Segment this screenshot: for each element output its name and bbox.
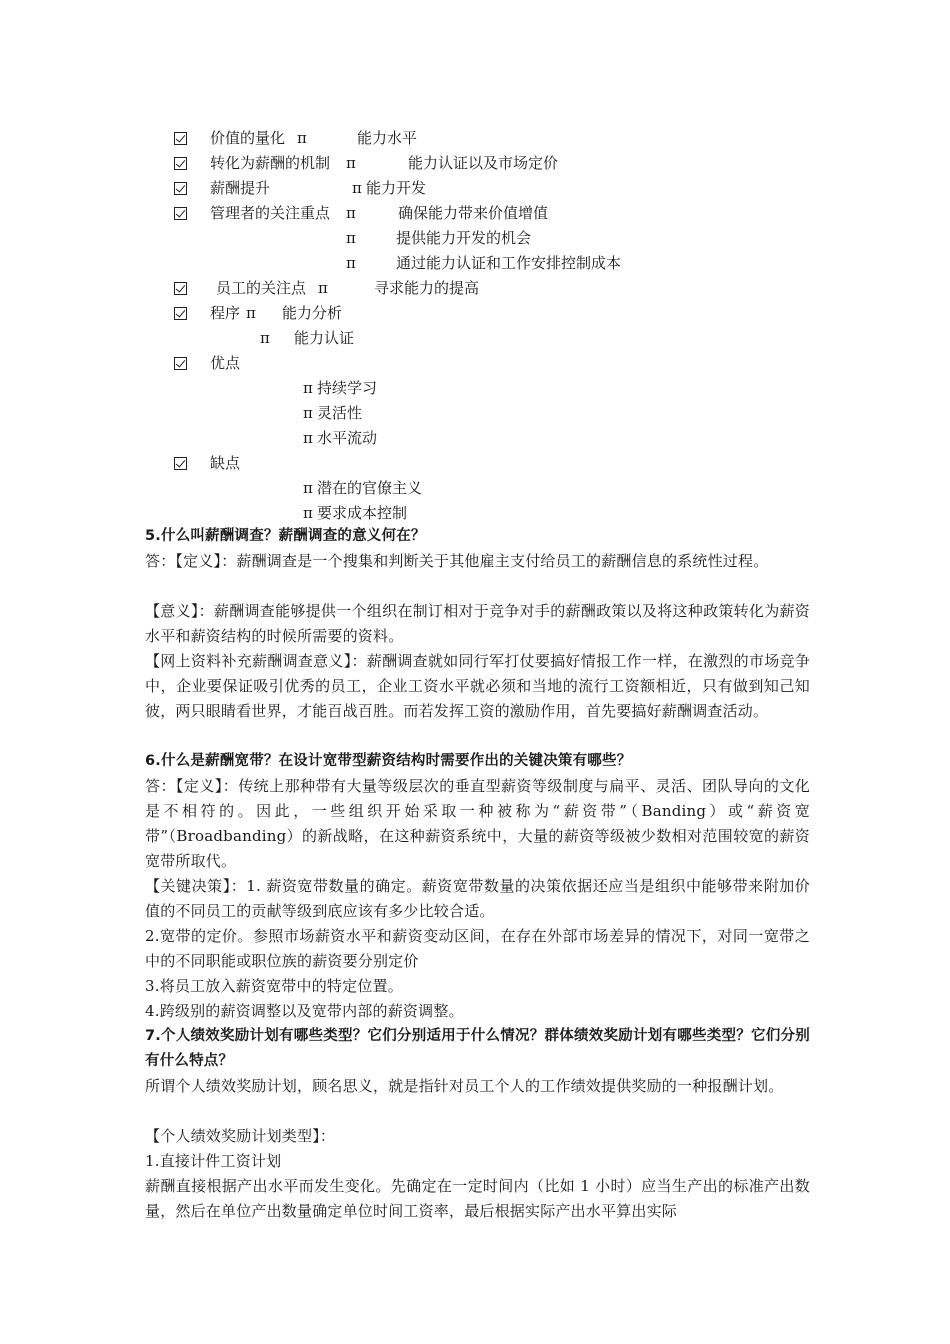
pi-bullet: π xyxy=(352,179,362,197)
question-7-heading: 7.个人绩效奖励计划有哪些类型？它们分别适用于什么情况？群体绩效奖励计划有哪些类型？它们分别有什么特点？ xyxy=(145,1028,810,1069)
row-value: 提供能力开发的机会 xyxy=(396,229,532,247)
q5-definition: 答：【定义】：薪酬调查是一个搜集和判断关于其他雇主支付给员工的薪酬信息的系统性过程。 xyxy=(145,552,769,570)
pi-bullet: π xyxy=(346,154,356,172)
row-value: 能力水平 xyxy=(357,129,418,147)
row-value: 灵活性 xyxy=(317,404,363,422)
checkbox-icon xyxy=(174,307,187,320)
pi-bullet: π xyxy=(346,229,356,247)
row-value: 持续学习 xyxy=(317,379,378,397)
q6-definition: 答：【定义】：传统上那种带有大量等级层次的垂直型薪资等级制度与扁平、灵活、团队导向的文化是不相符的。因此，一些组织开始采取一种被称为“薪资带”（Banding）或“薪资宽带”（Broadbanding）的新战略，在这种薪资系统中，大量的薪资等级被少数相对范围较宽的薪资宽带所取代。 xyxy=(145,777,810,870)
row-label: 员工的关注点 xyxy=(216,279,307,297)
pi-bullet: π xyxy=(297,129,307,147)
q7-type-1-body: 薪酬直接根据产出水平而发生变化。先确定在一定时间内（比如 1 小时）应当生产出的标准产出数量，然后在单位产出数量确定单位时间工资率，最后根据实际产出水平算出实际 xyxy=(145,1177,810,1220)
checkbox-icon xyxy=(174,457,187,470)
pi-bullet: π xyxy=(246,304,256,322)
row-value: 通过能力认证和工作安排控制成本 xyxy=(396,254,622,272)
row-value: 要求成本控制 xyxy=(317,504,408,522)
pi-bullet: π xyxy=(303,404,313,422)
pi-bullet: π xyxy=(303,429,313,447)
row-value: 能力分析 xyxy=(282,304,343,322)
q7-type-1-title: 1.直接计件工资计划 xyxy=(145,1152,282,1170)
checkbox-icon xyxy=(174,207,187,220)
row-label: 薪酬提升 xyxy=(210,179,271,197)
pi-bullet: π xyxy=(346,204,356,222)
q6-key-decision-3: 3.将员工放入薪资宽带中的特定位置。 xyxy=(145,977,403,995)
row-value: 能力认证以及市场定价 xyxy=(408,154,559,172)
row-label: 管理者的关注重点 xyxy=(210,204,331,222)
checkbox-icon xyxy=(174,282,187,295)
q5-supplement: 【网上资料补充薪酬调查意义】：薪酬调查就如同行军打仗要搞好情报工作一样，在激烈的市场竞争中，企业要保证吸引优秀的员工，企业工资水平就必须和当地的流行工资额相近，只有做到知己知彼，两只眼睛看世界，才能百战百胜。而若发挥工资的激励作用，首先要搞好薪酬调查活动。 xyxy=(145,652,810,720)
pi-bullet: π xyxy=(303,379,313,397)
pi-bullet: π xyxy=(260,329,270,347)
checkbox-icon xyxy=(174,157,187,170)
question-6-heading: 6.什么是薪酬宽带？在设计宽带型薪资结构时需要作出的关键决策有哪些？ xyxy=(145,753,632,769)
row-label: 优点 xyxy=(210,354,241,372)
question-5-heading: 5.什么叫薪酬调查？薪酬调查的意义何在？ xyxy=(145,528,426,544)
row-label: 价值的量化 xyxy=(210,129,286,147)
row-value: 寻求能力的提高 xyxy=(374,279,480,297)
checkbox-icon xyxy=(174,357,187,370)
checkbox-icon xyxy=(174,132,187,145)
q7-types-heading: 【个人绩效奖励计划类型】： xyxy=(145,1127,336,1145)
row-value: 能力开发 xyxy=(366,179,427,197)
pi-bullet: π xyxy=(303,479,313,497)
row-label: 转化为薪酬的机制 xyxy=(210,154,331,172)
q6-key-decision-4: 4.跨级别的薪资调整以及宽带内部的薪资调整。 xyxy=(145,1002,464,1020)
pi-bullet: π xyxy=(346,254,356,272)
row-label: 程序 xyxy=(210,304,241,322)
row-value: 确保能力带来价值增值 xyxy=(398,204,549,222)
q5-significance: 【意义】：薪酬调查能够提供一个组织在制订相对于竞争对手的薪酬政策以及将这种政策转化为薪资水平和薪资结构的时候所需要的资料。 xyxy=(145,602,810,645)
row-value: 潜在的官僚主义 xyxy=(317,479,423,497)
q6-key-decision-1: 【关键决策】：1. 薪资宽带数量的确定。薪资宽带数量的决策依据还应当是组织中能够带来附加价值的不同员工的贡献等级到底应该有多少比较合适。 xyxy=(145,877,810,920)
pi-bullet: π xyxy=(303,504,313,522)
row-value: 水平流动 xyxy=(317,429,378,447)
row-value: 能力认证 xyxy=(294,329,355,347)
q6-key-decision-2: 2.宽带的定价。参照市场薪资水平和薪资变动区间，在存在外部市场差异的情况下，对同一宽带之中的不同职能或职位族的薪资要分别定价 xyxy=(145,927,810,970)
q7-intro: 所谓个人绩效奖励计划，顾名思义，就是指针对员工个人的工作绩效提供奖励的一种报酬计划。 xyxy=(145,1077,784,1095)
checkbox-icon xyxy=(174,182,187,195)
pi-bullet: π xyxy=(318,279,328,297)
row-label: 缺点 xyxy=(210,454,241,472)
